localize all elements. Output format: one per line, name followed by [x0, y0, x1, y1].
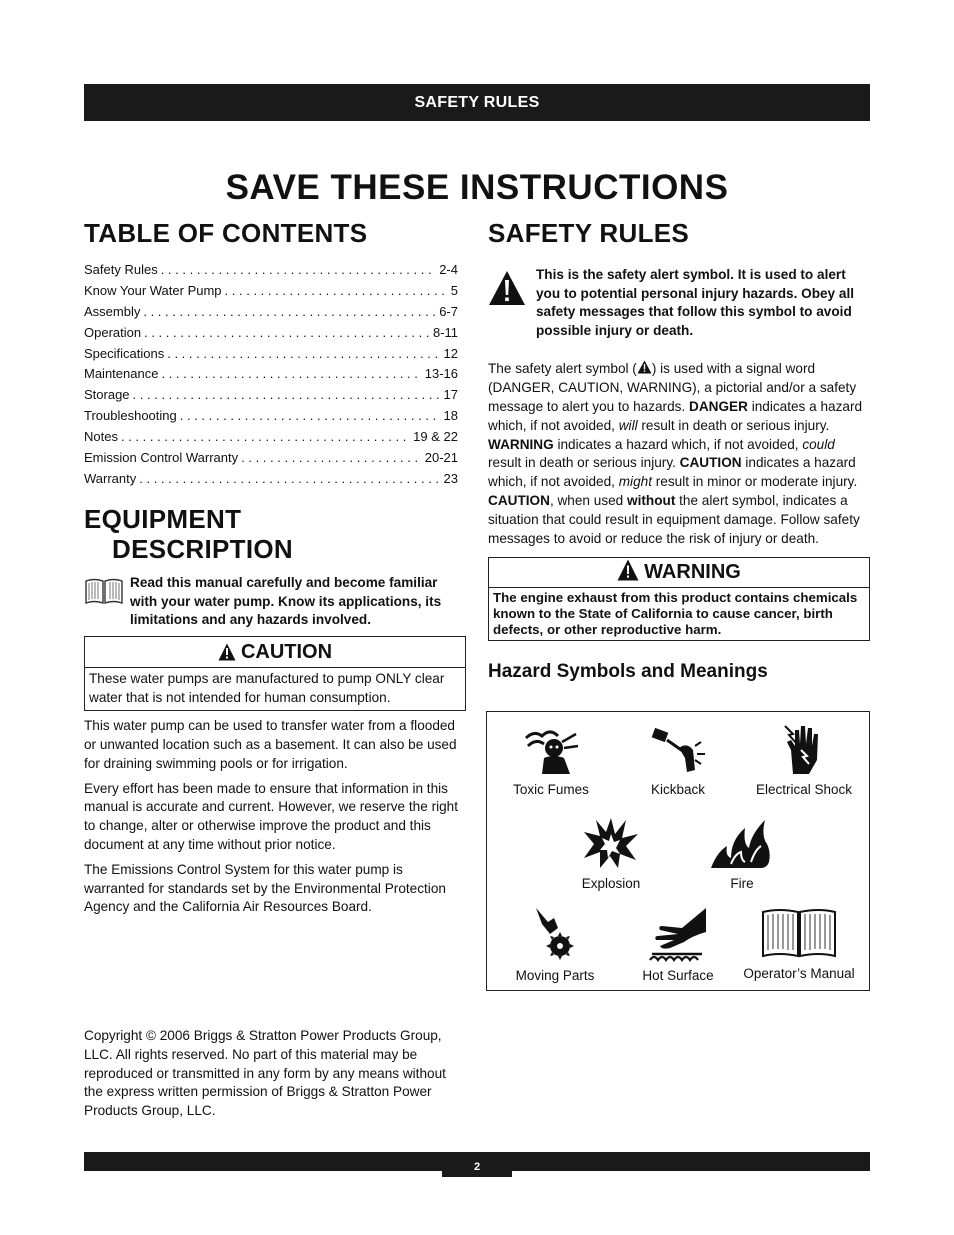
- header-title: SAFETY RULES: [414, 94, 540, 111]
- hazard-label: Fire: [730, 876, 754, 891]
- signal-words-paragraph: The safety alert symbol ( ) is used with a signal word (DANGER, CAUTION, WARNING), a pictorial and/or a safety message to alert you to hazards. DANGER indicates a hazard which, if not avoided, will result in death or serious injury. WARNING indicates a hazard which, if not avoided, could result in death or serious injury. CAUTION indicates a hazard which, if not avoided, might result in minor or moderate injury. CAUTION, when used without the alert symbol, indicates a situation that could result in equipment damage. Follow safety messages to avoid or reduce the risk of injury or death.: [488, 361, 863, 546]
- hazard-explosion: [561, 816, 661, 891]
- toc-item: Notes . . . 19 & 22: [84, 429, 466, 450]
- left-column: [84, 218, 466, 917]
- toc-item: Safety Rules . . . 2-4: [84, 262, 466, 283]
- hazard-symbols-title: Hazard Symbols and Meanings: [488, 660, 768, 682]
- hazard-label: Toxic Fumes: [513, 782, 589, 797]
- hot-surface-icon: [648, 906, 708, 962]
- toc-item: Warranty . . . 23: [84, 471, 466, 492]
- hazard-symbols-box: [486, 711, 870, 991]
- hazard-label: Kickback: [650, 782, 706, 797]
- toc-item: Storage . . . 17: [84, 387, 466, 408]
- description-paragraph: Every effort has been made to ensure that information in this manual is accurate and current. However, we reserve the right to change, alter or otherwise improve the product and this document at any time without prior notice.: [84, 780, 459, 852]
- hazard-electrical-shock: [745, 720, 863, 797]
- hazard-label: Hot Surface: [642, 968, 714, 983]
- safety-alert-icon: [488, 270, 526, 306]
- toc-item: Maintenance . . . 13-16: [84, 366, 466, 387]
- hazard-label: Moving Parts: [515, 968, 595, 983]
- warning-text: The engine exhaust from this product contains chemicals known to the State of California to cause cancer, birth defects, or other reproductive harm.: [493, 590, 858, 637]
- hazard-fire: [692, 816, 792, 891]
- page-number: 2: [442, 1152, 512, 1177]
- hazard-hot-surface: [628, 906, 728, 983]
- hazard-label: Operator’s Manual: [743, 966, 855, 981]
- hazard-moving-parts: [505, 906, 605, 983]
- header-bar: [84, 84, 870, 121]
- safety-alert-intro: [488, 266, 870, 340]
- toc-title: TABLE OF CONTENTS: [84, 218, 368, 248]
- alert-triangle-icon: [617, 559, 639, 581]
- toc-item: Specifications . . . 12: [84, 346, 466, 367]
- hazard-toxic-fumes: [501, 724, 601, 797]
- toc-item: Know Your Water Pump . . . 5: [84, 283, 466, 304]
- toc-item: Assembly . . . 6-7: [84, 304, 466, 325]
- hazard-operators-manual: [739, 906, 859, 981]
- open-book-icon: [84, 576, 124, 606]
- hazard-label: Explosion: [581, 876, 641, 891]
- manual-note-text: Read this manual carefully and become familiar with your water pump. Know its applications, its limitations and any hazards involved.: [130, 574, 442, 628]
- description-paragraph: The Emissions Control System for this water pump is warranted for standards set by the Environmental Protection Agency and the California Air Resources Board.: [84, 861, 446, 915]
- kickback-icon: [649, 724, 707, 776]
- warning-label: WARNING: [644, 561, 741, 584]
- right-column: [488, 218, 870, 683]
- alert-triangle-icon: [218, 643, 236, 661]
- fire-icon: [709, 816, 775, 870]
- toc-item: Operation . . . 8-11: [84, 325, 466, 346]
- copyright-notice: Copyright © 2006 Briggs & Stratton Power Products Group, LLC. All rights reserved. No part of this material may be reproduced or transmitted in any form by any means without the express written permission of Briggs & Stratton Power Products Group, LLC.: [84, 1028, 446, 1119]
- safety-rules-title: SAFETY RULES: [488, 218, 690, 248]
- electrical-shock-icon: [779, 720, 829, 776]
- safety-alert-text: This is the safety alert symbol. It is used to alert you to potential personal injury hazards. Obey all safety messages that follow this symbol to avoid possible injury or death.: [536, 267, 855, 338]
- main-title: SAVE THESE INSTRUCTIONS: [225, 168, 729, 207]
- moving-parts-icon: [530, 906, 580, 962]
- warning-header: [489, 558, 869, 588]
- description-paragraph: This water pump can be used to transfer water from a flooded or unwanted location such as a basement. It can also be used for draining swimming pools or for irrigation.: [84, 718, 457, 771]
- operators-manual-icon: [761, 906, 837, 960]
- hazard-kickback: [628, 724, 728, 797]
- caution-label: CAUTION: [240, 641, 333, 664]
- manual-note: [84, 574, 466, 630]
- explosion-icon: [582, 816, 640, 870]
- caution-text: These water pumps are manufactured to pump ONLY clear water that is not intended for human consumption.: [89, 671, 445, 706]
- toxic-fumes-icon: [522, 724, 580, 776]
- equipment-title: EQUIPMENT DESCRIPTION: [84, 503, 293, 564]
- toc-item: Emission Control Warranty . . . 20-21: [84, 450, 466, 471]
- warning-box: [488, 557, 870, 640]
- table-of-contents: [84, 262, 466, 492]
- hazard-label: Electrical Shock: [755, 782, 853, 797]
- toc-item: Troubleshooting . . . 18: [84, 408, 466, 429]
- caution-box: [84, 636, 466, 711]
- safety-alert-icon: [637, 360, 652, 374]
- caution-header: [85, 637, 465, 668]
